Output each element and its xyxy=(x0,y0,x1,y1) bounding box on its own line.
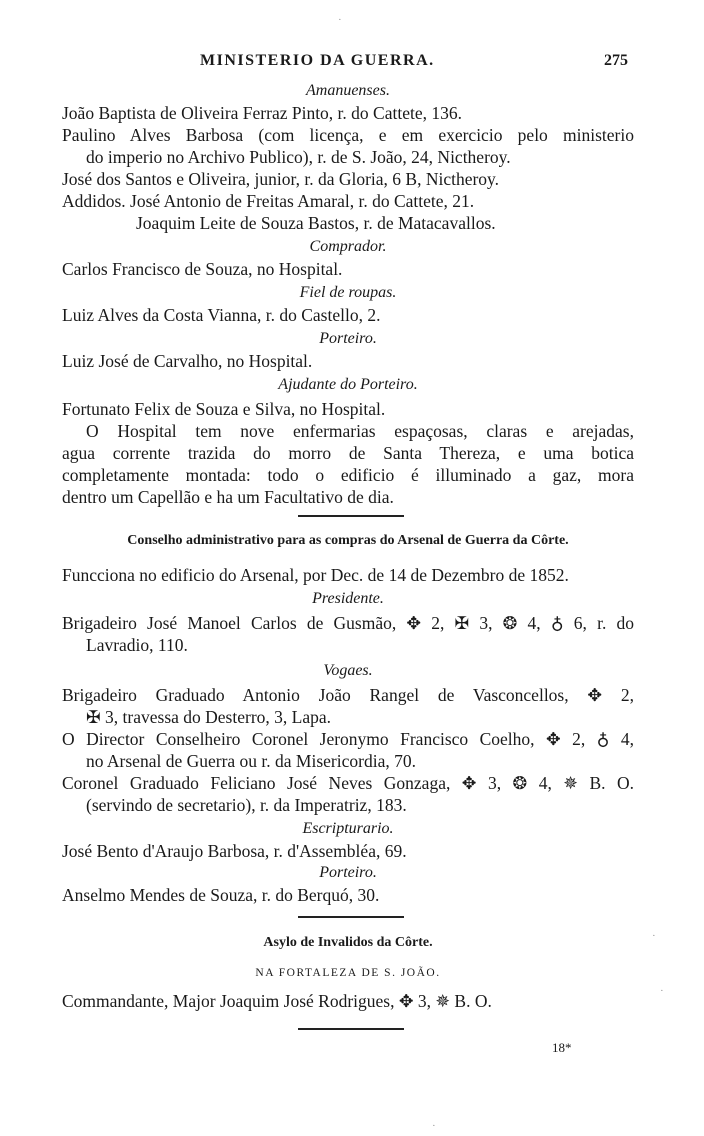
section-heading-escripturario: Escripturario. xyxy=(302,820,394,837)
section-heading-presidente: Presidente. xyxy=(312,590,384,607)
entry-line: do imperio no Archivo Publico), r. de S. João, 24, Nictheroy. xyxy=(86,147,511,167)
entry-line: Anselmo Mendes de Souza, r. do Berquó, 30. xyxy=(62,885,380,905)
entry-line: Brigadeiro José Manoel Carlos de Gusmão, ✥ 2, ✠ 3, ❂ 4, ♁ 6, r. do xyxy=(62,613,634,633)
section-divider xyxy=(298,916,404,918)
section-heading-ajudante: Ajudante do Porteiro. xyxy=(278,376,418,393)
section-title-conselho: Conselho administrativo para as compras do Arsenal de Guerra da Côrte. xyxy=(127,533,569,548)
entry-line: Luiz Alves da Costa Vianna, r. do Castello, 2. xyxy=(62,305,381,325)
entry-line: Paulino Alves Barbosa (com licença, e em exercicio pelo ministerio xyxy=(62,125,634,145)
entry-line: ✠ 3, travessa do Desterro, 3, Lapa. xyxy=(86,707,331,727)
section-heading-vogaes: Vogaes. xyxy=(323,662,373,679)
section-heading-amanuenses: Amanuenses. xyxy=(306,82,390,99)
entry-line: Brigadeiro Graduado Antonio João Rangel de Vasconcellos, ✥ 2, xyxy=(62,685,634,705)
printer-signature-mark: 18* xyxy=(552,1040,572,1055)
entry-line: Coronel Graduado Feliciano José Neves Gonzaga, ✥ 3, ❂ 4, ✵ B. O. xyxy=(62,773,634,793)
entry-line: Carlos Francisco de Souza, no Hospital. xyxy=(62,259,343,279)
section-subtitle-asylo: NA FORTALEZA DE S. JOÃO. xyxy=(255,967,441,979)
entry-line: Commandante, Major Joaquim José Rodrigues, ✥ 3, ✵ B. O. xyxy=(62,991,492,1011)
entry-line: (servindo de secretario), r. da Imperatriz, 183. xyxy=(86,795,407,815)
page-number: 275 xyxy=(604,52,628,69)
entry-line: Lavradio, 110. xyxy=(86,635,188,655)
entry-line: João Baptista de Oliveira Ferraz Pinto, r. do Cattete, 136. xyxy=(62,103,462,123)
entry-line: José dos Santos e Oliveira, junior, r. da Gloria, 6 B, Nictheroy. xyxy=(62,169,500,189)
scan-speck: · xyxy=(652,930,656,942)
scan-speck: · xyxy=(338,14,342,26)
paragraph-line: agua corrente trazida do morro de Santa Thereza, e uma botica xyxy=(62,443,634,463)
entry-line: Luiz José de Carvalho, no Hospital. xyxy=(62,351,313,371)
intro-line: Funcciona no edificio do Arsenal, por Dec. de 14 de Dezembro de 1852. xyxy=(62,565,569,585)
section-heading-fiel: Fiel de roupas. xyxy=(299,284,397,301)
scan-speck: · xyxy=(660,985,664,997)
paragraph-line: O Hospital tem nove enfermarias espaçosas, claras e arejadas, xyxy=(86,421,634,441)
paragraph-line: completamente montada: todo o edificio é illuminado a gaz, mora xyxy=(62,465,634,485)
entry-line: no Arsenal de Guerra ou r. da Misericordia, 70. xyxy=(86,751,416,771)
section-heading-porteiro-conselho: Porteiro. xyxy=(319,864,377,881)
entry-line: Fortunato Felix de Souza e Silva, no Hospital. xyxy=(62,399,386,419)
entry-line: Joaquim Leite de Souza Bastos, r. de Matacavallos. xyxy=(136,213,496,233)
running-header: MINISTERIO DA GUERRA. xyxy=(200,52,435,69)
paragraph-line: dentro um Capellão e ha um Facultativo de dia. xyxy=(62,487,394,507)
entry-line: O Director Conselheiro Coronel Jeronymo Francisco Coelho, ✥ 2, ♁ 4, xyxy=(62,729,634,749)
section-divider xyxy=(298,515,404,517)
scan-speck: · xyxy=(432,1120,436,1132)
section-divider xyxy=(298,1028,404,1030)
entry-line: Addidos. José Antonio de Freitas Amaral, r. do Cattete, 21. xyxy=(62,191,475,211)
section-title-asylo: Asylo de Invalidos da Côrte. xyxy=(263,935,433,950)
section-heading-porteiro: Porteiro. xyxy=(319,330,377,347)
section-heading-comprador: Comprador. xyxy=(309,238,387,255)
entry-line: José Bento d'Araujo Barbosa, r. d'Assembléa, 69. xyxy=(62,841,407,861)
